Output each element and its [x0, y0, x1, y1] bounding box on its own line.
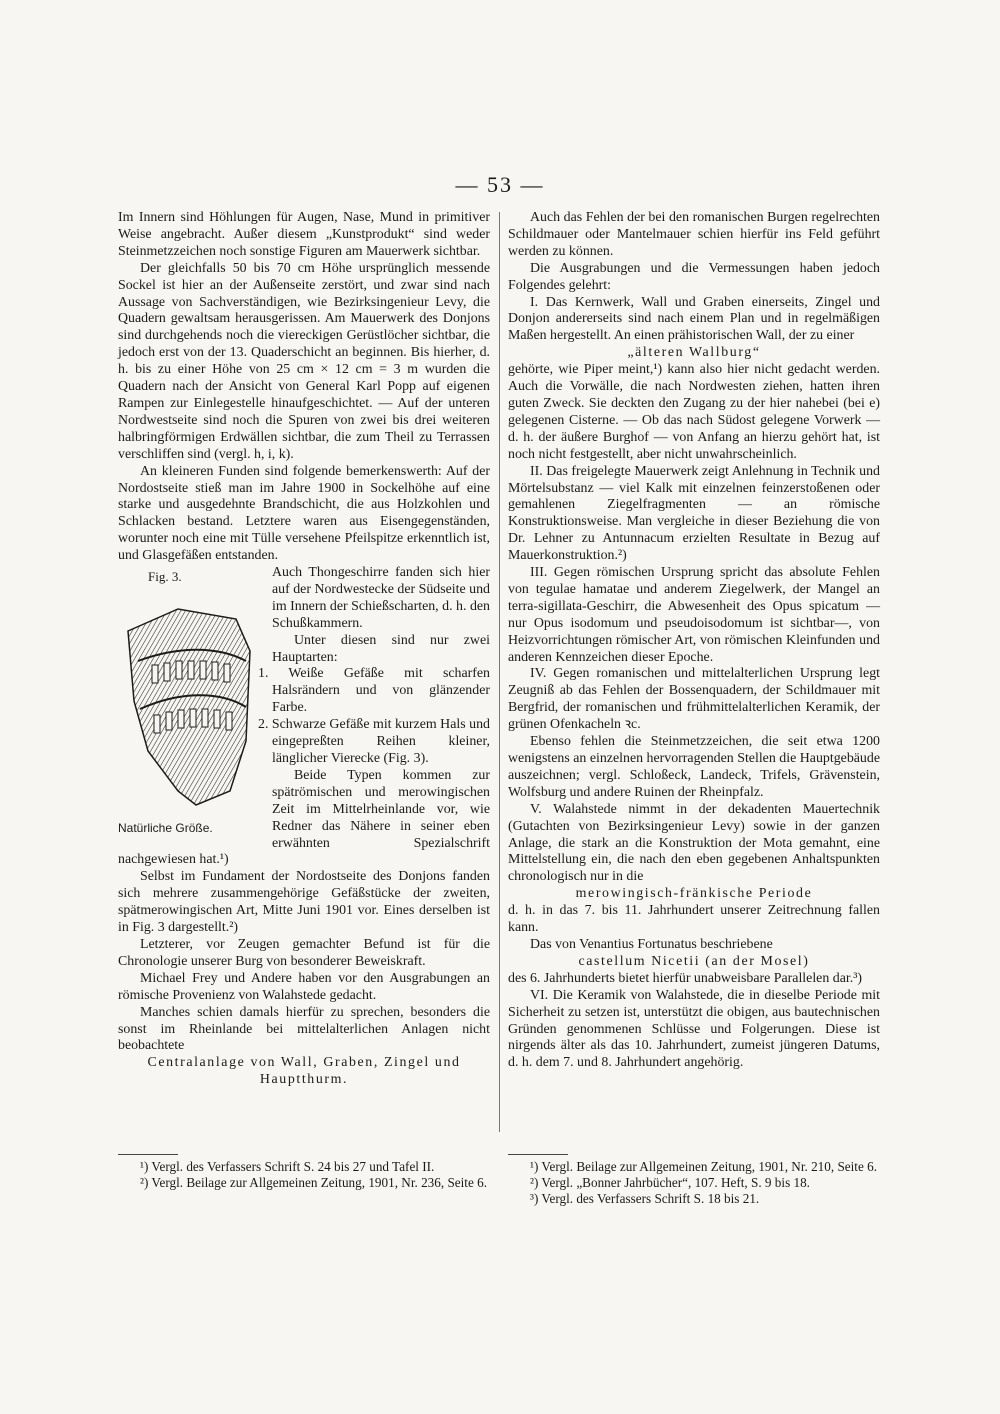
figure-label: Fig. 3. — [148, 569, 182, 585]
left-paragraph-2: Der gleichfalls 50 bis 70 cm Höhe ursprünglich messende Sockel ist hier an der Außenseite zerstört, und zwar sind nach Aussage von Sachverständigen, wie Bezirksingenieur Levy, die Quadern gewaltsam herausgerissen. Am Mauerwerk des Donjons sind durchgehends noch die viereckigen Gerüstlöcher sichtbar, die jedoch erst von der 13. Quaderschicht an beginnen. Bis hierher, d. h. bis zu einer Höhe von 25 cm × 12 cm = 3 m wurden die Quadern nach der Ansicht von General Karl Popp auf eigenen Rampen zur Einlegestelle hinaufgeschichtet. — Auf der unteren Nordwestseite sind noch die Spuren von zwei bis drei weiteren halbringförmigen Erdwällen sichtbar, die zum Theil zu Terrassen verschliffen sind (vergl. h, i, k). — [118, 260, 490, 462]
figure-block — [118, 565, 490, 869]
right-centered-phrase-1: „älteren Wallburg“ — [627, 345, 761, 361]
right-paragraph-9: Das von Venantius Fortunatus beschriebene — [530, 936, 773, 952]
footnote: ³) Vergl. des Verfassers Schrift S. 18 bis 21. — [530, 1191, 760, 1206]
footnote: ²) Vergl. „Bonner Jahrbücher“, 107. Heft, S. 9 bis 18. — [530, 1175, 810, 1190]
left-paragraph-9: Michael Frey und Andere haben vor den Ausgrabungen an römische Provenienz von Walahstede gedacht. — [118, 970, 490, 1003]
footnotes-left — [118, 1148, 490, 1191]
figure-3 — [118, 565, 268, 837]
left-paragraph-6: Beide Typen kommen zur spätrömischen und merowingischen Zeit im Mittelrheinlande vor, wie Redner das Nähere in seiner eben erwähnten Spezialschrift nachgewiesen hat.¹) — [118, 767, 490, 868]
pottery-sherd-illustration — [118, 591, 268, 811]
right-paragraph-5: III. Gegen römischen Ursprung spricht das absolute Fehlen von tegulae hamatae und anderem Ziegelwerk, der Mangel an terra-sigillata-Geschirr, die Abwesenheit des Opus spicatum — nur Opus isodomum und pseudoisodomum ist sichtbar—, von Heizvorrichtungen römischer Art, von römischen Kleinfunden und anderen Kennzeichen dieser Epoche. — [508, 565, 880, 665]
footnote: ¹) Vergl. des Verfassers Schrift S. 24 bis 27 und Tafel II. — [140, 1159, 435, 1174]
right-paragraph-2: Die Ausgrabungen und die Vermessungen haben jedoch Folgendes gelehrt: — [508, 260, 880, 293]
left-paragraph-7: Selbst im Fundament der Nordostseite des Donjons fanden sich mehrere zusammengehörige Gefäßstücke der zweiten, spätmerowingischen Art, Mitte Juni 1901 vor. Eines derselben ist in Fig. 3 dargestellt.²) — [118, 869, 490, 936]
right-paragraph-9-cont: des 6. Jahrhunderts bietet hierfür unabweisbare Parallelen dar.³) — [508, 970, 863, 986]
footnote: ¹) Vergl. Beilage zur Allgemeinen Zeitung, 1901, Nr. 210, Seite 6. — [530, 1159, 878, 1174]
footnote-rule — [118, 1154, 178, 1155]
footnote: ²) Vergl. Beilage zur Allgemeinen Zeitung, 1901, Nr. 236, Seite 6. — [140, 1175, 488, 1190]
left-paragraph-4: Auch Thongeschirre fanden sich hier auf der Nordwestecke der Südseite und im Innern der Schießscharten, d. h. den Schußkammern. — [272, 565, 490, 631]
right-column — [508, 210, 880, 1072]
right-paragraph-3-cont: gehörte, wie Piper meint,¹) kann also hier nicht gedacht werden. Auch die Vorwälle, die nach Nordwesten ziehen, hatten ihren guten Zweck. Sie deckten den Zugang zu der hier nahebei (bei e) gelegenen Cisterne. — Ob das nach Südost gelegene Vorwerk — d. h. der äußere Burghof — von Anfang an hierzu gehört hat, ist noch nicht festgestellt, aber nicht unwahrscheinlich. — [508, 362, 880, 462]
left-paragraph-1: Im Innern sind Höhlungen für Augen, Nase, Mund in primitiver Weise angebracht. Außer diesem „Kunstprodukt“ sind weder Steinmetzzeichen noch sonstige Figuren am Mauerwerk sichtbar. — [118, 210, 490, 259]
list-item: 1. Weiße Gefäße mit scharfen Halsrändern und von glänzender Farbe. — [258, 666, 490, 716]
right-paragraph-1: Auch das Fehlen der bei den romanischen Burgen regelrechten Schildmauer oder Mantelmauer schien hierfür ins Feld geführt werden zu können. — [508, 210, 880, 259]
left-column — [118, 210, 490, 1089]
left-paragraph-3: An kleineren Funden sind folgende bemerkenswerth: Auf der Nordostseite stieß man im Jahre 1900 in Sockelhöhe auf eine starke und ausgedehnte Brandschicht, die aus Holzkohlen und Schlacken bestand. Letztere waren aus Eisengegenständen, worunter noch eine mit Tülle versehene Pfeilspitze erkenntlich ist, und Glasgefäßen entstanden. — [118, 463, 490, 564]
right-paragraph-10: VI. Die Keramik von Walahstede, die in dieselbe Periode mit Sicherheit zu setzen ist, unterstützt die obigen, aus bautechnischen Gründen genommenen Schlüsse und Folgerungen. Diese ist nirgends älter als das 10. Jahrhundert, zumeist jüngeren Datums, d. h. dem 7. und 8. Jahrhundert angehörig. — [508, 987, 880, 1071]
list-item: 2. Schwarze Gefäße mit kurzem Hals und eingepreßten Reihen kleiner, länglicher Vierecke (Fig. 3). — [258, 717, 490, 766]
right-paragraph-8-cont: d. h. in das 7. bis 11. Jahrhundert unserer Zeitrechnung fallen kann. — [508, 903, 880, 936]
right-paragraph-7: Ebenso fehlen die Steinmetzzeichen, die seit etwa 1200 wenigstens an einzelnen hervorragenden Stellen die Hauptgebäude auszeichnen; vergl. Schloßeck, Landeck, Trifels, Grävenstein, Wolfsburg und andere Ruinen der Rheinpfalz. — [508, 734, 880, 800]
page-number: — 53 — — [455, 172, 545, 197]
right-paragraph-8: V. Walahstede nimmt in der dekadenten Mauertechnik (Gutachten von Bezirksingenieur Levy) sowie in der ganzen Anlage, die stark an die Konstruktion der Mota gemahnt, eine Mittelstellung ein, die nach den eben gegebenen Anhaltspunkten chronologisch nur in die — [508, 801, 880, 885]
right-paragraph-3: I. Das Kernwerk, Wall und Graben einerseits, Zingel und Donjon andererseits sind nach einem Plan und in regelmäßigen Maßen hergestellt. An einen prähistorischen Wall, der zu einer — [508, 294, 880, 344]
left-paragraph-10: Manches schien damals hierfür zu sprechen, besonders die sonst im Rheinlande bei mittelalterlichen Anlagen nicht beobachtete — [118, 1004, 490, 1054]
left-paragraph-8: Letzterer, vor Zeugen gemachter Befund ist für die Chronologie unserer Burg von besonderer Beweiskraft. — [118, 936, 490, 969]
right-paragraph-4: II. Das freigelegte Mauerwerk zeigt Anlehnung in Technik und Mörtelsubstanz — viel Kalk mit einzelnen feinzerstoßenen oder gemahlenen Ziegelfragmenten — an römische Konstruktionsweise. Man vergleiche in dieser Beziehung die von Dr. Lehner zu Antunnacum erzielten Resultate in Bezug auf Mauerkonstruktion.²) — [508, 463, 880, 564]
left-emphasis-heading: Centralanlage von Wall, Graben, Zingel und Hauptthurm. — [147, 1055, 461, 1088]
footnote-rule — [508, 1154, 568, 1155]
right-centered-phrase-2: merowingisch-fränkische Periode — [575, 886, 813, 902]
figure-caption: Natürliche Größe. — [118, 821, 213, 836]
right-centered-phrase-3: castellum Nicetii (an der Mosel) — [578, 953, 810, 969]
footnotes-right — [508, 1148, 880, 1207]
right-paragraph-6: IV. Gegen romanischen und mittelalterlichen Ursprung legt Zeugniß ab das Fehlen der Bossenquadern, der Schildmauer mit Bergfrid, der romanischen und frühmittelalterlichen Keramik, der grünen Ofenkacheln ꝛc. — [508, 666, 880, 733]
left-paragraph-5: Unter diesen sind nur zwei Hauptarten: — [272, 632, 490, 665]
column-divider — [499, 212, 500, 1132]
